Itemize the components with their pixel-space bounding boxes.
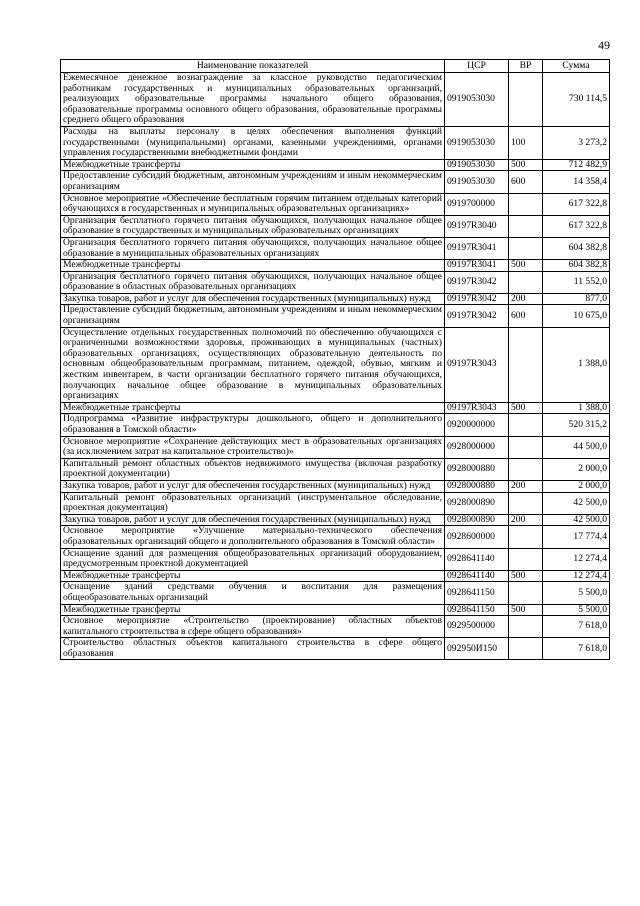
cell-sum: 12 274,4 (543, 570, 610, 582)
table-row (61, 492, 610, 514)
table-row (61, 293, 610, 305)
cell-vr (509, 271, 543, 293)
cell-name: Основное мероприятие «Сохранение действующих мест в образовательных организациях (за исключением затрат на капитальное строительство)» (61, 436, 445, 458)
cell-name: Подпрограмма «Развитие инфраструктуры дошкольного, общего и дополнительного образования в Томской области» (61, 414, 445, 436)
cell-vr: 100 (509, 126, 543, 159)
table-row (61, 548, 610, 570)
cell-sum: 42 500,0 (543, 514, 610, 526)
table-row (61, 305, 610, 327)
header-sum: Сумма (543, 60, 610, 73)
cell-csr: 0929500000 (445, 616, 509, 638)
cell-sum: 2 000,0 (543, 458, 610, 480)
cell-sum: 7 618,0 (543, 616, 610, 638)
cell-sum: 17 774,4 (543, 526, 610, 548)
cell-csr: 09197R3042 (445, 305, 509, 327)
cell-csr: 0919700000 (445, 193, 509, 215)
cell-name: Основное мероприятие «Улучшение материально-технического обеспечения образовательных организаций общего и дополнительного образования в Томской области» (61, 526, 445, 548)
cell-vr (509, 73, 543, 127)
cell-csr: 0928641140 (445, 548, 509, 570)
cell-sum: 10 675,0 (543, 305, 610, 327)
cell-csr: 0928000880 (445, 480, 509, 492)
cell-name: Оснащение зданий средствами обучения и воспитания для размещения общеобразовательных организаций (61, 582, 445, 604)
cell-sum: 42 500,0 (543, 492, 610, 514)
table-row (61, 126, 610, 159)
cell-sum: 604 382,8 (543, 237, 610, 259)
cell-name: Расходы на выплаты персоналу в целях обеспечения выполнения функций государственными (муниципальными) органами, казенными учреждениями, органами управления государственными внебюджетными фондами (61, 126, 445, 159)
cell-vr (509, 237, 543, 259)
cell-name: Межбюджетные трансферты (61, 159, 445, 171)
table-row (61, 271, 610, 293)
cell-name: Капитальный ремонт областных объектов недвижимого имущества (включая разработку проектной документации) (61, 458, 445, 480)
cell-vr (509, 215, 543, 237)
cell-name: Ежемесячное денежное вознаграждение за классное руководство педагогическим работникам государственных и муниципальных образовательных организаций, реализующих образовательные программы начального общего образования, образовательные программы основного общего образования, образовательные программы среднего общего образования (61, 73, 445, 127)
header-vr: ВР (509, 60, 543, 73)
cell-csr: 0919053030 (445, 159, 509, 171)
cell-csr: 09197R3042 (445, 293, 509, 305)
cell-vr (509, 548, 543, 570)
page-number: 49 (598, 38, 610, 52)
cell-vr: 200 (509, 293, 543, 305)
cell-name: Межбюджетные трансферты (61, 260, 445, 272)
header-csr: ЦСР (445, 60, 509, 73)
cell-sum: 14 358,4 (543, 171, 610, 193)
table-row (61, 414, 610, 436)
cell-csr: 0928000890 (445, 492, 509, 514)
cell-sum: 1 388,0 (543, 402, 610, 414)
cell-csr: 0928641150 (445, 582, 509, 604)
cell-vr: 600 (509, 171, 543, 193)
cell-csr: 09197R3041 (445, 260, 509, 272)
table-row (61, 480, 610, 492)
table-header-row (61, 60, 610, 73)
table-row (61, 402, 610, 414)
cell-sum: 3 273,2 (543, 126, 610, 159)
cell-csr: 0928000000 (445, 436, 509, 458)
cell-name: Организация бесплатного горячего питания обучающихся, получающих начальное общее образование в областных образовательных организациях (61, 271, 445, 293)
cell-vr (509, 582, 543, 604)
table-row (61, 604, 610, 616)
cell-vr: 500 (509, 159, 543, 171)
table-row (61, 159, 610, 171)
cell-sum: 7 618,0 (543, 638, 610, 660)
table-row (61, 638, 610, 660)
cell-vr (509, 638, 543, 660)
cell-name: Межбюджетные трансферты (61, 604, 445, 616)
cell-sum: 5 500,0 (543, 604, 610, 616)
cell-sum: 2 000,0 (543, 480, 610, 492)
cell-sum: 11 552,0 (543, 271, 610, 293)
table-row (61, 436, 610, 458)
cell-csr: 0928641140 (445, 570, 509, 582)
cell-csr: 0928641150 (445, 604, 509, 616)
cell-vr (509, 458, 543, 480)
cell-vr (509, 492, 543, 514)
table-row (61, 260, 610, 272)
table-row (61, 327, 610, 402)
cell-name: Предоставление субсидий бюджетным, автономным учреждениям и иным некоммерческим организациям (61, 171, 445, 193)
cell-sum: 604 382,8 (543, 260, 610, 272)
cell-vr (509, 327, 543, 402)
cell-csr: 0928600000 (445, 526, 509, 548)
table-row (61, 458, 610, 480)
cell-name: Закупка товаров, работ и услуг для обеспечения государственных (муниципальных) нужд (61, 293, 445, 305)
cell-csr: 09197R3043 (445, 327, 509, 402)
cell-csr: 09197R3042 (445, 271, 509, 293)
cell-name: Оснащение зданий для размещения общеобразовательных организаций оборудованием, предусмотренным проектной документацией (61, 548, 445, 570)
table-row (61, 171, 610, 193)
cell-name: Межбюджетные трансферты (61, 570, 445, 582)
cell-sum: 520 315,2 (543, 414, 610, 436)
cell-name: Осуществление отдельных государственных полномочий по обеспечению обучающихся с ограниченными возможностями здоровья, проживающих в муниципальных (частных) образовательных организациях, осуществляющих образовательную деятельность по основным общеобразовательным программам, питанием, одеждой, обувью, мягким и жестким инвентарем, в части организации бесплатного горячего питания обучающихся, получающих начальное общее образование в муниципальных образовательных организациях (61, 327, 445, 402)
table-row (61, 73, 610, 127)
cell-sum: 5 500,0 (543, 582, 610, 604)
table-row (61, 215, 610, 237)
table-row (61, 582, 610, 604)
cell-name: Основное мероприятие «Обеспечение бесплатным горячим питанием отдельных категорий обучающихся в государственных и муниципальных образовательных организациях» (61, 193, 445, 215)
cell-sum: 712 482,9 (543, 159, 610, 171)
cell-sum: 617 322,8 (543, 193, 610, 215)
table-row (61, 193, 610, 215)
table-row (61, 514, 610, 526)
cell-name: Закупка товаров, работ и услуг для обеспечения государственных (муниципальных) нужд (61, 480, 445, 492)
table-row (61, 237, 610, 259)
cell-csr: 09197R3043 (445, 402, 509, 414)
table-row (61, 526, 610, 548)
cell-vr (509, 526, 543, 548)
cell-vr: 200 (509, 514, 543, 526)
cell-vr: 600 (509, 305, 543, 327)
table-row (61, 570, 610, 582)
cell-sum: 730 114,5 (543, 73, 610, 127)
budget-table (60, 59, 610, 660)
cell-csr: 0920000000 (445, 414, 509, 436)
cell-name: Межбюджетные трансферты (61, 402, 445, 414)
cell-csr: 0928000880 (445, 458, 509, 480)
cell-csr: 0919053030 (445, 171, 509, 193)
cell-name: Организация бесплатного горячего питания обучающихся, получающих начальное общее образование в муниципальных образовательных организациях (61, 237, 445, 259)
cell-sum: 877,0 (543, 293, 610, 305)
cell-name: Капитальный ремонт образовательных организаций (инструментальное обследование, проектная документация) (61, 492, 445, 514)
cell-csr: 092950И150 (445, 638, 509, 660)
cell-sum: 1 388,0 (543, 327, 610, 402)
header-name: Наименование показателей (61, 60, 445, 73)
cell-sum: 44 500,0 (543, 436, 610, 458)
cell-sum: 617 322,8 (543, 215, 610, 237)
cell-csr: 0919053030 (445, 73, 509, 127)
cell-vr (509, 414, 543, 436)
cell-vr: 200 (509, 480, 543, 492)
cell-csr: 0928000890 (445, 514, 509, 526)
cell-vr (509, 616, 543, 638)
cell-sum: 12 274,4 (543, 548, 610, 570)
cell-csr: 0919053030 (445, 126, 509, 159)
table-row (61, 616, 610, 638)
cell-name: Предоставление субсидий бюджетным, автономным учреждениям и иным некоммерческим организациям (61, 305, 445, 327)
cell-name: Закупка товаров, работ и услуг для обеспечения государственных (муниципальных) нужд (61, 514, 445, 526)
cell-vr (509, 193, 543, 215)
cell-vr: 500 (509, 402, 543, 414)
cell-name: Основное мероприятие «Строительство (проектирование) областных объектов капитального строительства в сфере общего образования» (61, 616, 445, 638)
cell-vr: 500 (509, 260, 543, 272)
cell-csr: 09197R3041 (445, 237, 509, 259)
cell-csr: 09197R3040 (445, 215, 509, 237)
cell-vr: 500 (509, 604, 543, 616)
cell-name: Строительство областных объектов капитального строительства в сфере общего образования (61, 638, 445, 660)
cell-name: Организация бесплатного горячего питания обучающихся, получающих начальное общее образование в государственных и муниципальных образовательных организациях (61, 215, 445, 237)
cell-vr (509, 436, 543, 458)
table-body (61, 73, 610, 660)
cell-vr: 500 (509, 570, 543, 582)
